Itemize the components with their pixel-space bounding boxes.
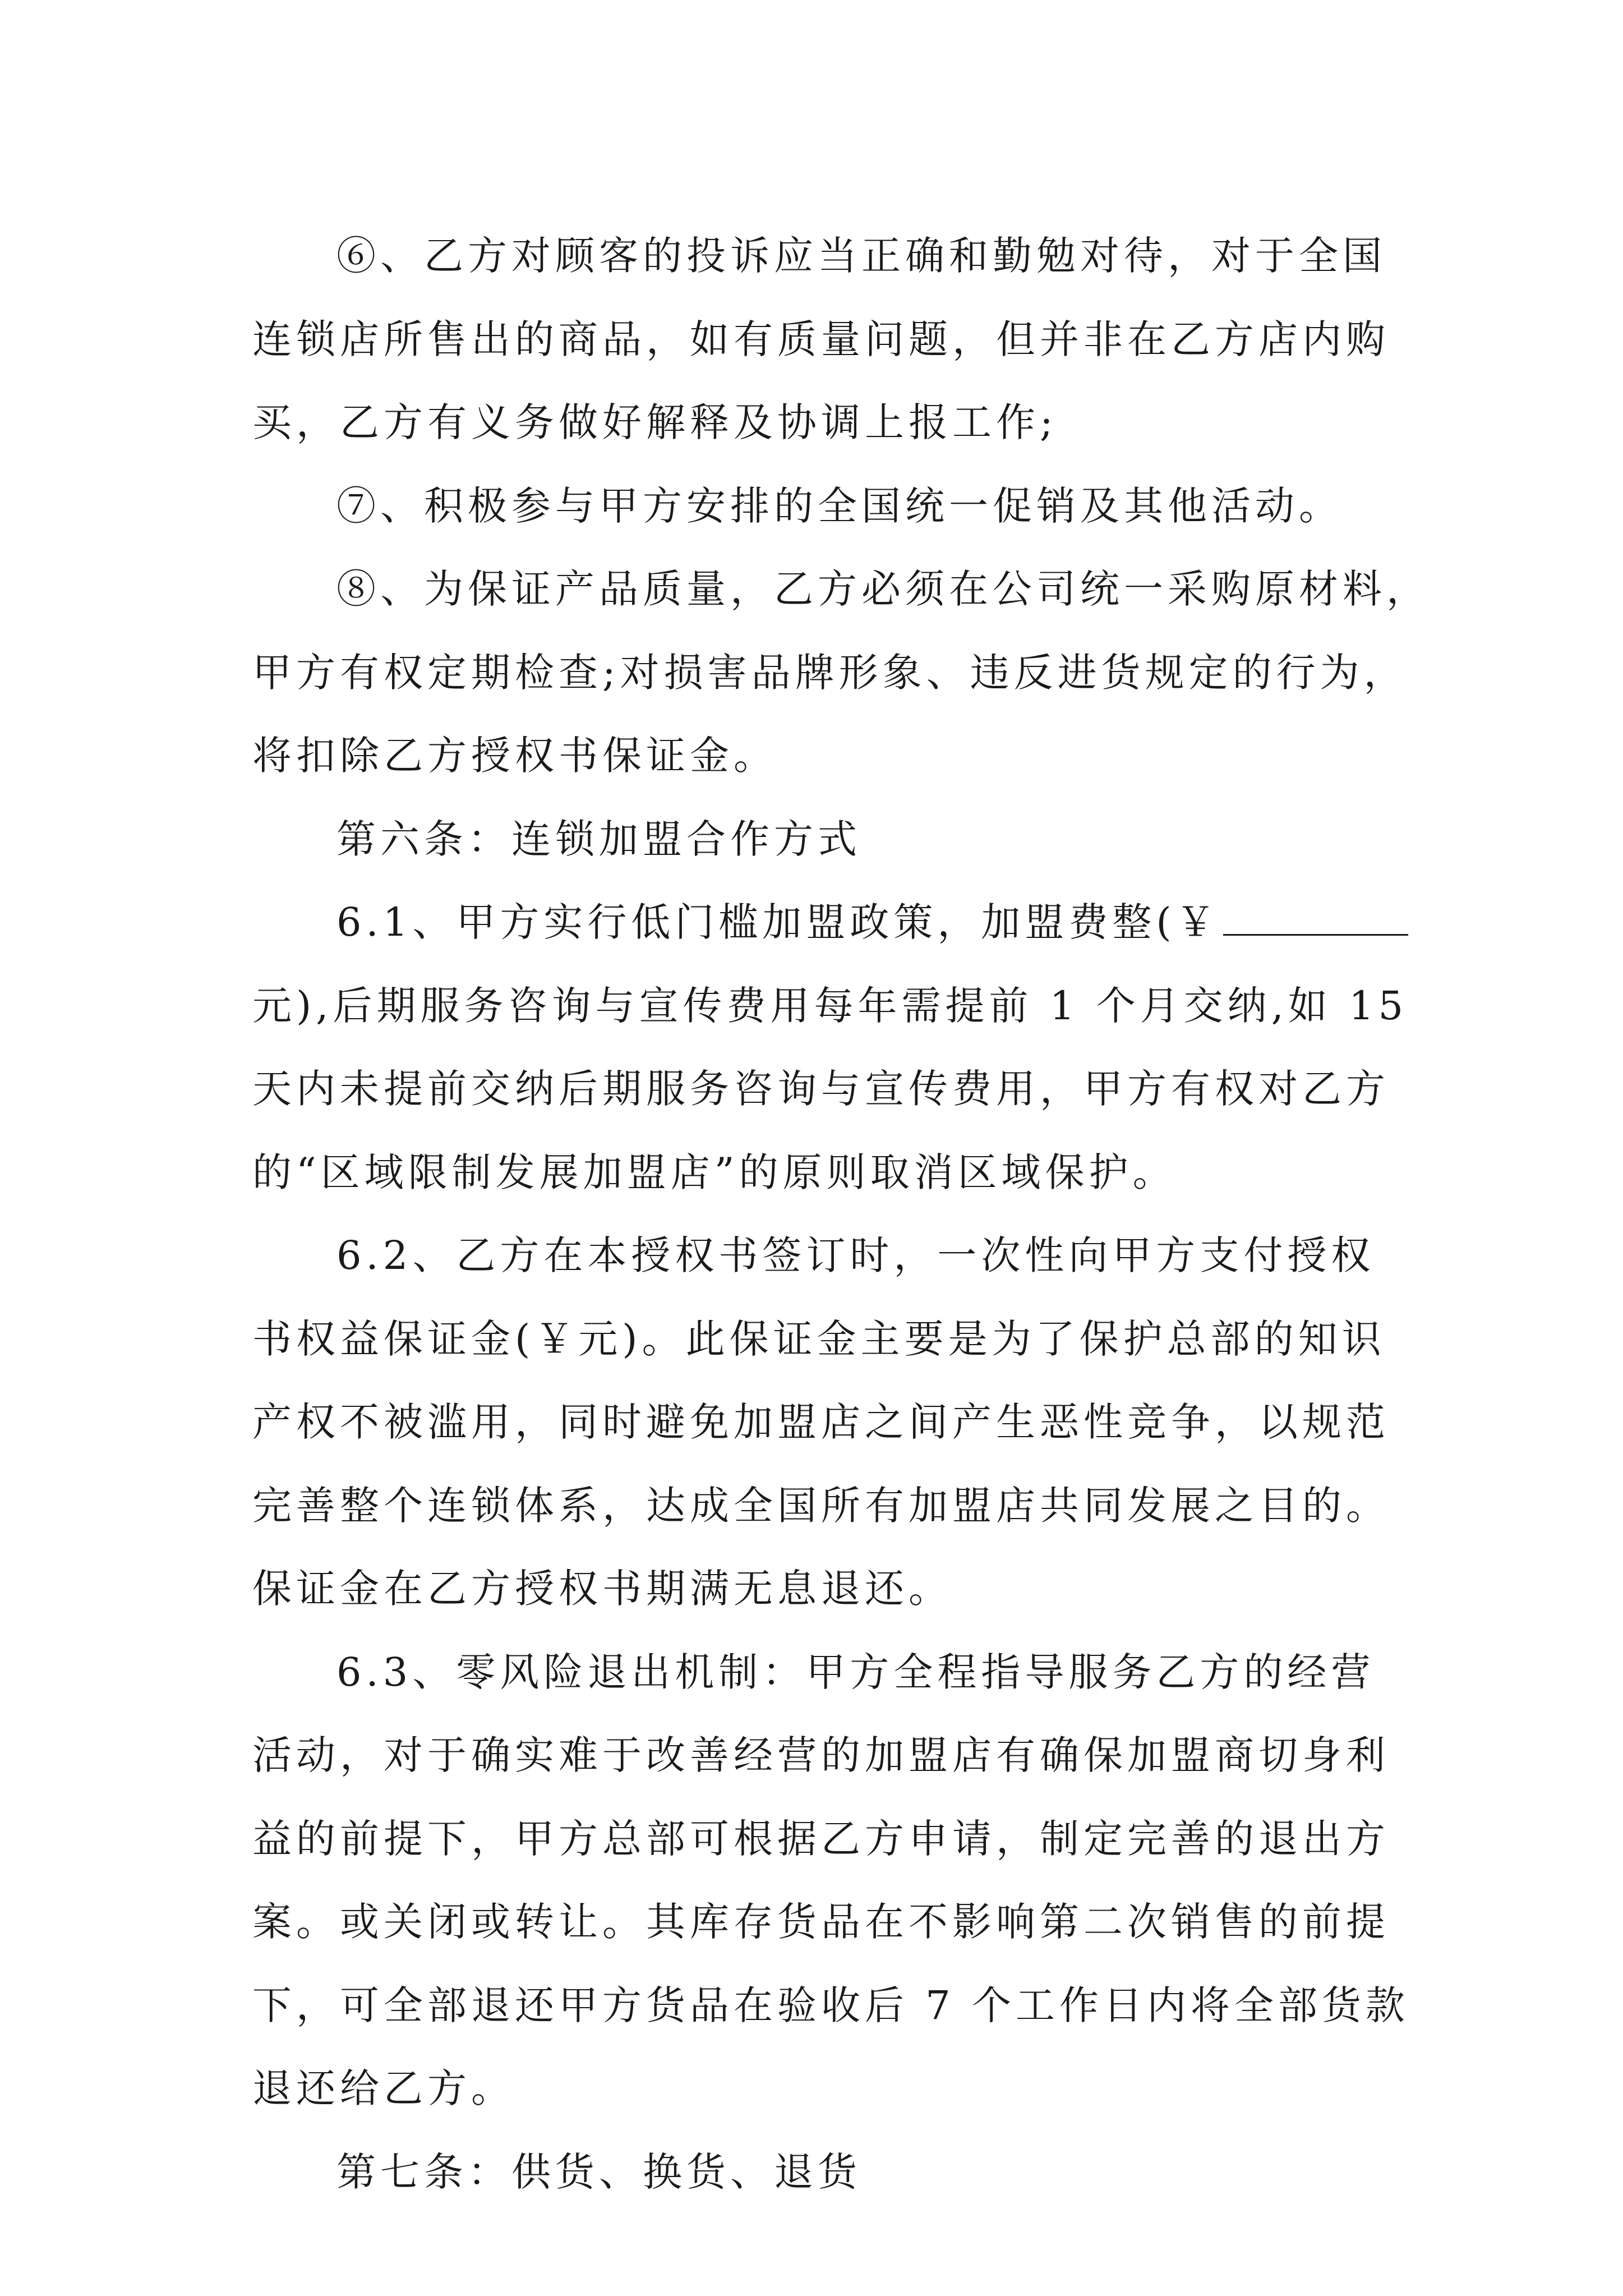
text-line: 甲方有权定期检查;对损害品牌形象、违反进货规定的行为， (252, 649, 1408, 696)
text-line: 买，乙方有义务做好解释及协调上报工作; (252, 399, 1058, 445)
clause-6-1 (252, 881, 1408, 1214)
text-line: 连锁店所售出的商品，如有质量问题，但并非在乙方店内购 (252, 316, 1390, 362)
text-line: ⑧、为保证产品质量，乙方必须在公司统一采购原材料， (336, 566, 1430, 612)
text-line: 退还给乙方。 (252, 2065, 515, 2111)
heading-text: 第七条：供货、换货、退货 (336, 2148, 861, 2195)
text-line: 天内未提前交纳后期服务咨询与宣传费用，甲方有权对乙方 (252, 1066, 1390, 1112)
article-6-heading (252, 798, 1385, 881)
heading-text: 第六条：连锁加盟合作方式 (336, 816, 861, 862)
paragraph-item-8 (252, 547, 1430, 798)
article-7-heading (252, 2131, 1385, 2214)
text-line (252, 881, 1385, 964)
text-line: 下，可全部退还甲方货品在验收后 7 个工作日内将全部货款 (252, 1982, 1410, 2028)
text-line: 6.2、乙方在本授权书签订时，一次性向甲方支付授权 (336, 1232, 1375, 1278)
paragraph-item-7 (252, 464, 1385, 548)
text-line: 活动，对于确实难于改善经营的加盟店有确保加盟商切身利 (252, 1732, 1390, 1778)
paragraph-item-6 (252, 214, 1390, 464)
text-line: 保证金在乙方授权书期满无息退还。 (252, 1566, 952, 1612)
text-line: ⑦、积极参与甲方安排的全国统一促销及其他活动。 (336, 482, 1343, 529)
text-line: 书权益保证金(￥元)。此保证金主要是为了保护总部的知识 (252, 1315, 1386, 1362)
text-line: 产权不被滥用，同时避免加盟店之间产生恶性竞争，以规范 (252, 1399, 1390, 1445)
text-line: 元),后期服务咨询与宣传费用每年需提前 1 个月交纳,如 15 (252, 982, 1408, 1029)
document-body (252, 214, 1430, 2214)
text-line: 完善整个连锁体系，达成全国所有加盟店共同发展之目的。 (252, 1482, 1390, 1529)
text-line: ⑥、乙方对顾客的投诉应当正确和勤勉对待，对于全国 (336, 233, 1386, 279)
fee-blank-underline (1223, 933, 1408, 936)
text-line: 将扣除乙方授权书保证金。 (252, 733, 777, 779)
clause-6-2 (252, 1214, 1390, 1631)
text-line: 的“区域限制发展加盟店”的原则取消区域保护。 (252, 1149, 1177, 1195)
text-line: 6.3、零风险退出机制：甲方全程指导服务乙方的经营 (336, 1649, 1375, 1695)
clause-text: 6.1、甲方实行低门槛加盟政策，加盟费整(￥ (336, 899, 1220, 945)
clause-6-3 (252, 1631, 1410, 2131)
text-line: 益的前提下，甲方总部可根据乙方申请，制定完善的退出方 (252, 1815, 1390, 1862)
text-line: 案。或关闭或转让。其库存货品在不影响第二次销售的前提 (252, 1899, 1390, 1945)
